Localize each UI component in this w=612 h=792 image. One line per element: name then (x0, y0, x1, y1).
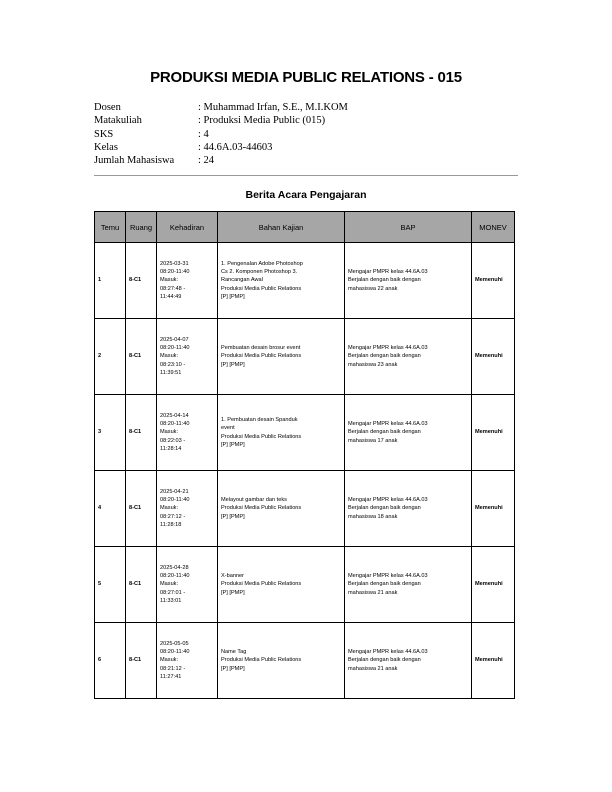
info-value: : Produksi Media Public (015) (198, 115, 326, 127)
info-row-jumlah-mahasiswa (94, 154, 348, 167)
divider (94, 175, 518, 176)
document-title: PRODUKSI MEDIA PUBLIC RELATIONS - 015 (150, 69, 462, 86)
cell-temu: 4 (95, 471, 126, 547)
cell-monev: Memenuhi (472, 319, 515, 395)
info-row-dosen (94, 101, 348, 114)
cell-kehadiran: 2025-05-05 08:20-11:40 Masuk: 08:21:12 - 11:27:41 (157, 623, 218, 699)
info-label: Kelas (94, 141, 118, 153)
col-header-bahan-kajian: Bahan Kajian (218, 212, 345, 243)
cell-kehadiran: 2025-04-14 08:20-11:40 Masuk: 08:22:03 - 11:28:14 (157, 395, 218, 471)
info-label: Jumlah Mahasiswa (94, 155, 175, 167)
teaching-report-table (94, 211, 515, 699)
table-row (95, 319, 515, 395)
cell-bap: Mengajar PMPR kelas 44.6A.03 Berjalan dengan baik dengan mahasiswa 17 anak (345, 395, 472, 471)
cell-ruang: 8-C1 (126, 243, 157, 319)
cell-kehadiran: 2025-04-21 08:20-11:40 Masuk: 08:27:12 - 11:28:18 (157, 471, 218, 547)
cell-bap: Mengajar PMPR kelas 44.6A.03 Berjalan dengan baik dengan mahasiswa 18 anak (345, 471, 472, 547)
col-header-bap: BAP (345, 212, 472, 243)
cell-temu: 1 (95, 243, 126, 319)
info-label: Matakuliah (94, 115, 142, 127)
table-header-row (95, 212, 515, 243)
cell-temu: 2 (95, 319, 126, 395)
info-value: : Muhammad Irfan, S.E., M.I.KOM (198, 102, 348, 113)
info-value: : 24 (198, 155, 215, 167)
cell-monev: Memenuhi (472, 471, 515, 547)
cell-bahan-kajian: 1. Pengenalan Adobe Photoshop Cs 2. Komponen Photoshop 3. Rancangan Awal Produksi Media Public Relations [P] [PMP] (218, 243, 345, 319)
cell-temu: 6 (95, 623, 126, 699)
table-row (95, 395, 515, 471)
cell-ruang: 8-C1 (126, 319, 157, 395)
cell-ruang: 8-C1 (126, 471, 157, 547)
cell-bap: Mengajar PMPR kelas 44.6A.03 Berjalan dengan baik dengan mahasiswa 21 anak (345, 547, 472, 623)
info-value: : 44.6A.03-44603 (198, 141, 273, 153)
table-row (95, 471, 515, 547)
table-row (95, 623, 515, 699)
cell-bap: Mengajar PMPR kelas 44.6A.03 Berjalan dengan baik dengan mahasiswa 21 anak (345, 623, 472, 699)
cell-ruang: 8-C1 (126, 395, 157, 471)
cell-kehadiran: 2025-04-07 08:20-11:40 Masuk: 08:23:10 - 11:39:51 (157, 319, 218, 395)
cell-bahan-kajian: 1. Pembuatan desain Spanduk event Produksi Media Public Relations [P] [PMP] (218, 395, 345, 471)
cell-ruang: 8-C1 (126, 623, 157, 699)
cell-bahan-kajian: Name Tag Produksi Media Public Relations [P] [PMP] (218, 623, 345, 699)
cell-bap: Mengajar PMPR kelas 44.6A.03 Berjalan dengan baik dengan mahasiswa 22 anak (345, 243, 472, 319)
cell-bahan-kajian: Melayout gambar dan teks Produksi Media Public Relations [P] [PMP] (218, 471, 345, 547)
info-row-matakuliah (94, 114, 348, 127)
table-row (95, 547, 515, 623)
cell-monev: Memenuhi (472, 547, 515, 623)
section-title: Berita Acara Pengajaran (245, 189, 367, 201)
info-row-kelas (94, 141, 348, 154)
course-info (94, 101, 348, 167)
cell-kehadiran: 2025-03-31 08:20-11:40 Masuk: 08:27:48 - 11:44:49 (157, 243, 218, 319)
cell-monev: Memenuhi (472, 395, 515, 471)
cell-monev: Memenuhi (472, 623, 515, 699)
table-row (95, 243, 515, 319)
cell-temu: 5 (95, 547, 126, 623)
cell-bahan-kajian: X-banner Produksi Media Public Relations [P] [PMP] (218, 547, 345, 623)
info-label: Dosen (94, 102, 121, 113)
col-header-ruang: Ruang (126, 212, 157, 243)
info-value: : 4 (198, 128, 209, 140)
cell-bap: Mengajar PMPR kelas 44.6A.03 Berjalan dengan baik dengan mahasiswa 23 anak (345, 319, 472, 395)
col-header-temu: Temu (95, 212, 126, 243)
col-header-kehadiran: Kehadiran (157, 212, 218, 243)
col-header-monev: MONEV (472, 212, 515, 243)
info-label: SKS (94, 128, 114, 140)
cell-temu: 3 (95, 395, 126, 471)
cell-bahan-kajian: Pembuatan desain brosur event Produksi Media Public Relations [P] [PMP] (218, 319, 345, 395)
cell-ruang: 8-C1 (126, 547, 157, 623)
cell-kehadiran: 2025-04-28 08:20-11:40 Masuk: 08:27:01 - 11:33:01 (157, 547, 218, 623)
info-row-sks (94, 128, 348, 141)
cell-monev: Memenuhi (472, 243, 515, 319)
